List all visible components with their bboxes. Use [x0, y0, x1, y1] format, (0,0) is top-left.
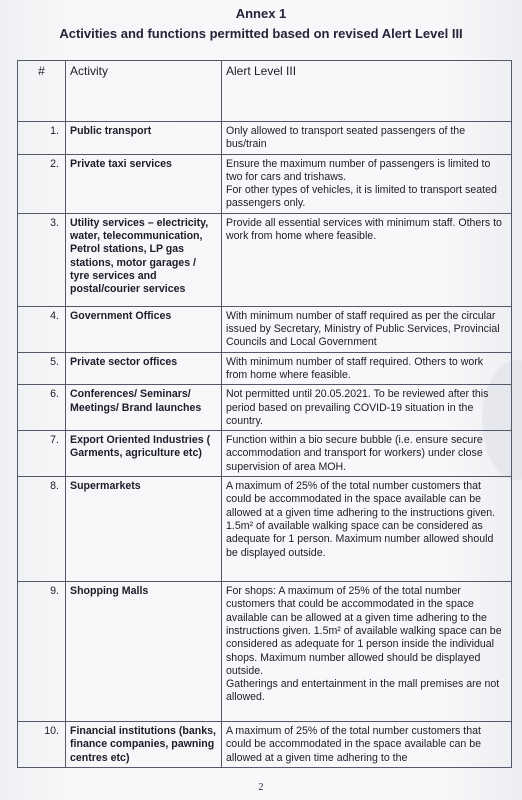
table-row [18, 477, 512, 582]
activity-cell: Public transport [66, 122, 222, 155]
table-row [18, 306, 512, 352]
row-number: 3. [18, 213, 66, 306]
column-header-number: # [18, 61, 66, 122]
column-header-activity: Activity [66, 61, 222, 122]
activity-cell: Conferences/ Seminars/ Meetings/ Brand launches [66, 385, 222, 431]
row-number: 2. [18, 154, 66, 213]
alert-level-cell: Only allowed to transport seated passengers of the bus/train [222, 122, 512, 155]
table-row [18, 385, 512, 431]
row-number: 9. [18, 582, 66, 722]
activity-cell: Supermarkets [66, 477, 222, 582]
activity-cell: Government Offices [66, 306, 222, 352]
alert-level-text: Ensure the maximum number of passengers is limited to two for cars and trishaws. For other types of vehicles, it is limited to transport seated passengers only. [226, 157, 497, 210]
row-number: 5. [18, 352, 66, 385]
alert-level-cell: A maximum of 25% of the total number customers that could be accommodated in the space available can be allowed at a given time adhering to the instructions given. 1.5m² of available walking space can be considered as adequate for 1 person. Maximum number allowed should be displayed outside. [222, 477, 512, 582]
alert-level-cell: With minimum number of staff required. Others to work from home where feasible. [222, 352, 512, 385]
activity-cell: Shopping Malls [66, 582, 222, 722]
activity-cell: Private taxi services [66, 154, 222, 213]
row-number: 6. [18, 385, 66, 431]
table-row [18, 213, 512, 306]
activity-cell: Financial institutions (banks, finance companies, pawning centres etc) [66, 722, 222, 768]
activities-table [17, 60, 512, 768]
alert-level-text: For shops: A maximum of 25% of the total number customers that could be accommodated in the space available can be allowed at a given time adhering to the instructions given. 1.5m² of available walking space can be considered as adequate for 1 person inside the individual shops. Maximum number allowed should be displayed outside. Gatherings and entertainment in the mall premises are not allowed. [226, 585, 502, 704]
row-number: 1. [18, 122, 66, 155]
activity-cell: Private sector offices [66, 352, 222, 385]
alert-level-cell [222, 582, 512, 722]
table-row [18, 352, 512, 385]
row-number: 10. [18, 722, 66, 768]
table-row [18, 722, 512, 768]
page-number: 2 [258, 782, 264, 793]
alert-level-cell: A maximum of 25% of the total number customers that could be accommodated in the space available can be allowed at a given time adhering to the [222, 722, 512, 768]
alert-level-cell [222, 154, 512, 213]
row-number: 8. [18, 477, 66, 582]
row-number: 4. [18, 306, 66, 352]
alert-level-cell: With minimum number of staff required as per the circular issued by Secretary, Ministry of Public Services, Provincial Councils and Local Government [222, 306, 512, 352]
annex-heading: Annex 1 [235, 6, 287, 21]
activity-cell: Export Oriented Industries ( Garments, agriculture etc) [66, 431, 222, 477]
table-row [18, 122, 512, 155]
row-number: 7. [18, 431, 66, 477]
table-row [18, 154, 512, 213]
table-row [18, 431, 512, 477]
alert-level-cell: Provide all essential services with minimum staff. Others to work from home where feasible. [222, 213, 512, 306]
activity-cell: Utility services – electricity, water, telecommunication, Petrol stations, LP gas stations, motor garages / tyre services and postal/courier services [66, 213, 222, 306]
alert-level-cell: Function within a bio secure bubble (i.e. ensure secure accommodation and transport for workers) under close supervision of area MOH. [222, 431, 512, 477]
column-header-alert-level: Alert Level III [222, 61, 512, 122]
table-header-row [18, 61, 512, 122]
document-title: Activities and functions permitted based on revised Alert Level III [59, 26, 463, 41]
alert-level-cell: Not permitted until 20.05.2021. To be reviewed after this period based on prevailing COVID-19 situation in the country. [222, 385, 512, 431]
table-row [18, 582, 512, 722]
